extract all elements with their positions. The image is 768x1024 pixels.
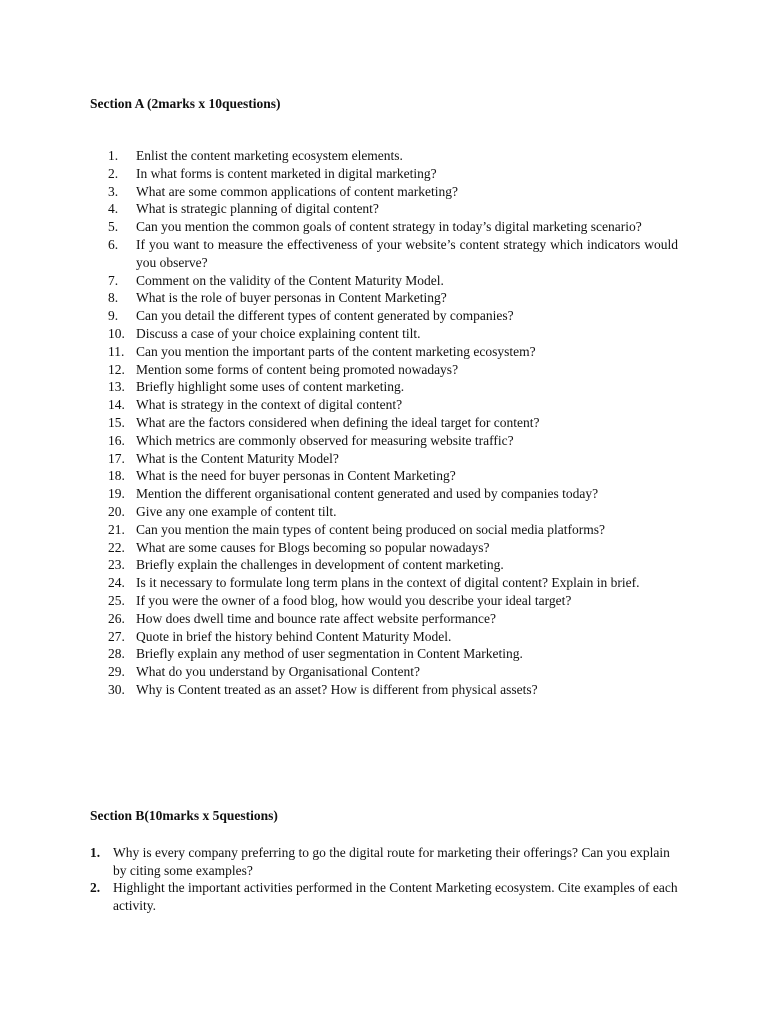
question-number: 30. [108, 681, 125, 697]
section-a-heading: Section A (2marks x 10questions) [90, 96, 281, 111]
question-text: Why is Content treated as an asset? How is different from physical assets? [136, 681, 538, 697]
question-number: 19. [108, 486, 125, 502]
question-text: Give any one example of content tilt. [136, 503, 337, 519]
question-item [108, 183, 678, 201]
question-item [108, 396, 678, 414]
question-number: 26. [108, 610, 125, 626]
question-number: 13. [108, 379, 125, 395]
question-number: 18. [108, 468, 125, 484]
question-item [108, 485, 678, 503]
question-text: Highlight the important activities performed in the Content Marketing ecosystem. Cite examples of each activity. [113, 880, 678, 913]
question-text: What are the factors considered when defining the ideal target for content? [136, 414, 540, 430]
question-text: Which metrics are commonly observed for measuring website traffic? [136, 432, 514, 448]
question-text: Mention some forms of content being promoted nowadays? [136, 361, 459, 377]
question-number: 1. [90, 845, 101, 860]
question-text: Can you mention the main types of content being produced on social media platforms? [136, 521, 606, 537]
question-text: Briefly explain any method of user segmentation in Content Marketing. [136, 646, 523, 662]
question-item [108, 414, 678, 432]
question-text: Quote in brief the history behind Content Maturity Model. [136, 628, 452, 644]
question-text: Is it necessary to formulate long term plans in the context of digital content? Explain in brief. [136, 575, 640, 591]
question-number: 20. [108, 503, 125, 519]
question-text: Can you detail the different types of content generated by companies? [136, 308, 514, 324]
question-item [108, 147, 678, 165]
question-item [108, 610, 678, 628]
question-number: 9. [108, 308, 119, 324]
question-number: 21. [108, 521, 125, 537]
section-b-heading: Section B(10marks x 5questions) [90, 808, 278, 823]
question-text: Briefly highlight some uses of content marketing. [136, 379, 405, 395]
question-text: How does dwell time and bounce rate affect website performance? [136, 610, 496, 626]
question-text: Comment on the validity of the Content Maturity Model. [136, 272, 444, 288]
question-item [108, 681, 678, 699]
question-item [108, 592, 678, 610]
question-text: Discuss a case of your choice explaining content tilt. [136, 325, 421, 341]
question-number: 16. [108, 432, 125, 448]
question-item [108, 503, 678, 521]
question-number: 8. [108, 290, 119, 306]
section-b-question-list [90, 844, 680, 914]
question-item [108, 663, 678, 681]
question-number: 2. [108, 165, 119, 181]
section-a-question-list [108, 147, 678, 699]
question-number: 2. [90, 880, 101, 895]
question-item [108, 325, 678, 343]
question-item [108, 200, 678, 218]
question-text: Mention the different organisational content generated and used by companies today? [136, 486, 599, 502]
question-text: What are some common applications of content marketing? [136, 183, 459, 199]
question-number: 1. [108, 148, 119, 163]
question-item [108, 645, 678, 663]
question-number: 5. [108, 219, 119, 235]
question-number: 27. [108, 628, 125, 644]
question-number: 11. [108, 343, 125, 359]
question-text: What is strategic planning of digital content? [136, 201, 379, 217]
question-text: Can you mention the common goals of content strategy in today’s digital marketing scenario? [136, 219, 642, 235]
question-number: 17. [108, 450, 125, 466]
question-item [108, 361, 678, 379]
question-item [108, 539, 678, 557]
question-item [90, 879, 680, 914]
question-text: What do you understand by Organisational Content? [136, 664, 420, 680]
question-item [108, 450, 678, 468]
question-number: 25. [108, 592, 125, 608]
question-number: 6. [108, 236, 119, 252]
question-item [108, 556, 678, 574]
question-text: What is the Content Maturity Model? [136, 450, 339, 466]
question-item [108, 272, 678, 290]
question-text: In what forms is content marketed in digital marketing? [136, 165, 437, 181]
question-item [108, 521, 678, 539]
question-text: Enlist the content marketing ecosystem elements. [136, 148, 403, 163]
question-number: 15. [108, 414, 125, 430]
question-text: Why is every company preferring to go the digital route for marketing their offerings? Can you explain by citing some examples? [113, 845, 670, 878]
question-item [108, 165, 678, 183]
question-item [108, 574, 678, 592]
question-text: Can you mention the important parts of the content marketing ecosystem? [136, 343, 536, 359]
question-number: 24. [108, 575, 125, 591]
question-item [108, 289, 678, 307]
question-text: What is strategy in the context of digital content? [136, 397, 403, 413]
question-number: 28. [108, 646, 125, 662]
question-text: If you were the owner of a food blog, how would you describe your ideal target? [136, 592, 572, 608]
question-number: 7. [108, 272, 119, 288]
question-number: 4. [108, 201, 119, 217]
question-number: 29. [108, 664, 125, 680]
question-item [108, 378, 678, 396]
question-text: What is the need for buyer personas in Content Marketing? [136, 468, 456, 484]
question-item [90, 844, 680, 879]
question-text: If you want to measure the effectiveness of your website’s content strategy which indicators would you observe? [136, 236, 678, 270]
question-text: What are some causes for Blogs becoming so popular nowadays? [136, 539, 490, 555]
question-number: 22. [108, 539, 125, 555]
question-number: 12. [108, 361, 125, 377]
question-number: 3. [108, 183, 119, 199]
question-number: 23. [108, 557, 125, 573]
question-item [108, 432, 678, 450]
question-item [108, 307, 678, 325]
question-number: 10. [108, 325, 125, 341]
question-item [108, 467, 678, 485]
question-text: Briefly explain the challenges in development of content marketing. [136, 557, 504, 573]
question-text: What is the role of buyer personas in Content Marketing? [136, 290, 447, 306]
question-item [108, 236, 678, 272]
question-item [108, 218, 678, 236]
question-item [108, 628, 678, 646]
question-number: 14. [108, 397, 125, 413]
question-item [108, 343, 678, 361]
